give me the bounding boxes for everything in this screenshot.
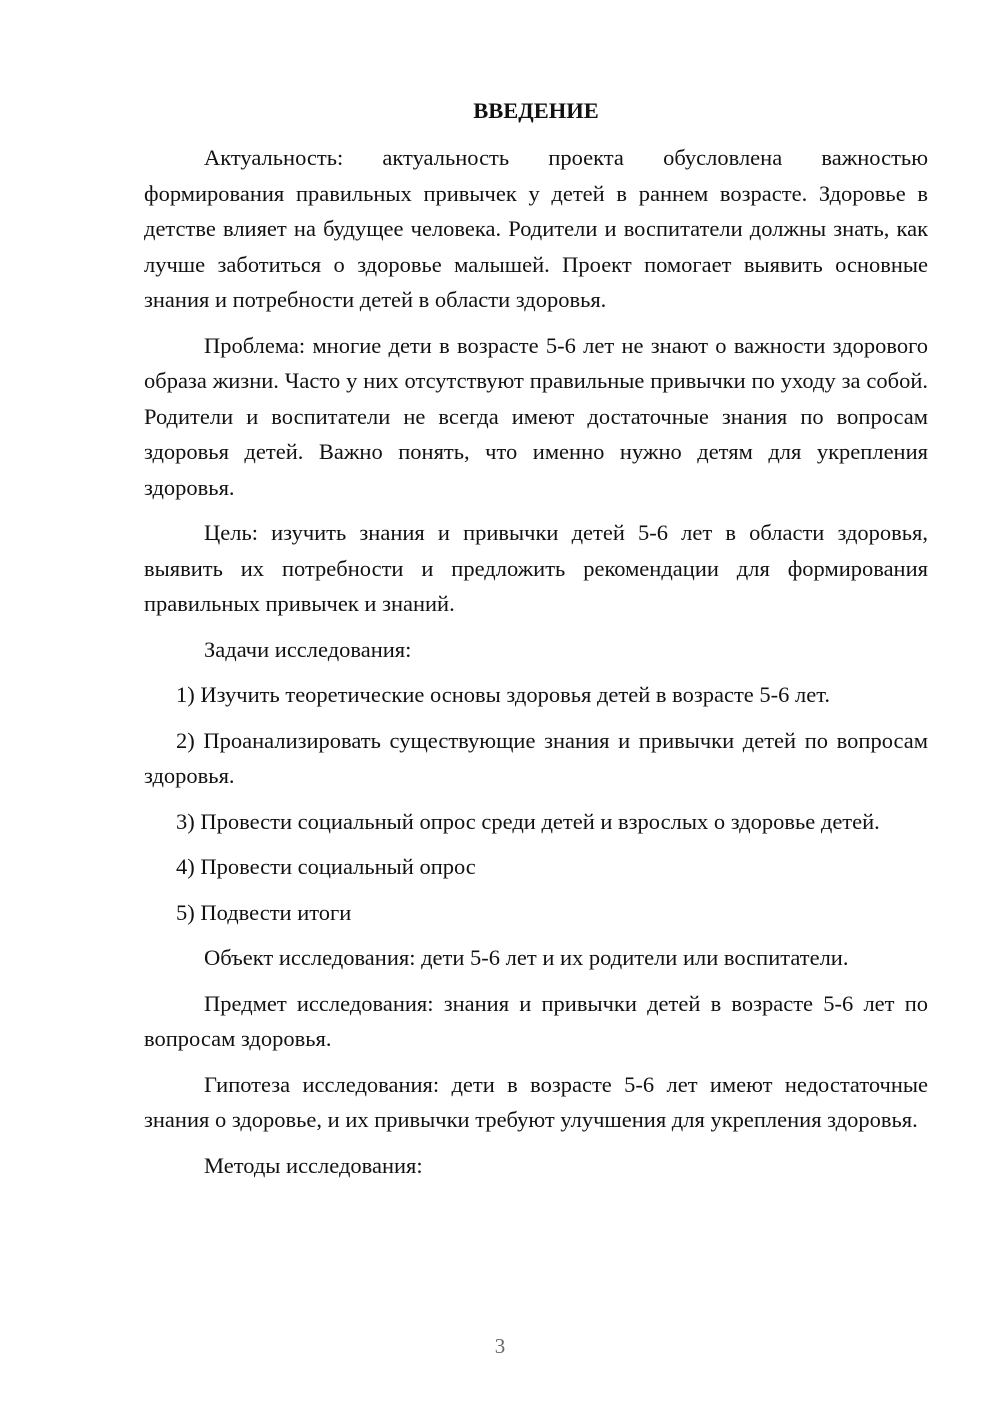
page-content: [144, 94, 928, 1183]
page-title: ВВЕДЕНИЕ: [473, 98, 599, 123]
paragraph-object: Объект исследования: дети 5-6 лет и их родители или воспитатели.: [204, 945, 849, 970]
task-item-4: 4) Провести социальный опрос: [176, 854, 476, 879]
paragraph-relevance: Актуальность: актуальность проекта обусловлена важностью формирования правильных привычек у детей в раннем возрасте. Здоровье в детстве влияет на будущее человека. Родители и воспитатели должны знать, как лучше заботиться о здоровье малышей. Проект помогает выявить основные знания и потребности детей в области здоровья.: [144, 145, 928, 312]
tasks-heading: Задачи исследования:: [204, 636, 412, 662]
paragraph-hypothesis: Гипотеза исследования: дети в возрасте 5-6 лет имеют недостаточные знания о здоровье, и их привычки требуют улучшения для укрепления здоровья.: [144, 1071, 928, 1132]
methods-heading: Методы исследования:: [204, 1152, 423, 1178]
paragraph-subject: Предмет исследования: знания и привычки детей в возрасте 5-6 лет по вопросам здоровья.: [144, 990, 928, 1051]
task-item-2: 2) Проанализировать существующие знания и привычки детей по вопросам здоровья.: [144, 727, 928, 788]
page-number: 3: [494, 1334, 506, 1358]
task-item-1: 1) Изучить теоретические основы здоровья детей в возрасте 5-6 лет.: [176, 682, 831, 707]
paragraph-problem: Проблема: многие дети в возрасте 5-6 лет не знают о важности здорового образа жизни. Часто у них отсутствуют правильные привычки по уходу за собой. Родители и воспитатели не всегда имеют достаточные знания по вопросам здоровья детей. Важно понять, что именно нужно детям для укрепления здоровья.: [144, 332, 928, 500]
task-item-5: 5) Подвести итоги: [176, 899, 352, 925]
paragraph-goal: Цель: изучить знания и привычки детей 5-6 лет в области здоровья, выявить их потребности и предложить рекомендации для формирования правильных привычек и знаний.: [144, 520, 928, 616]
task-item-3: 3) Провести социальный опрос среди детей и взрослых о здоровье детей.: [176, 808, 880, 834]
